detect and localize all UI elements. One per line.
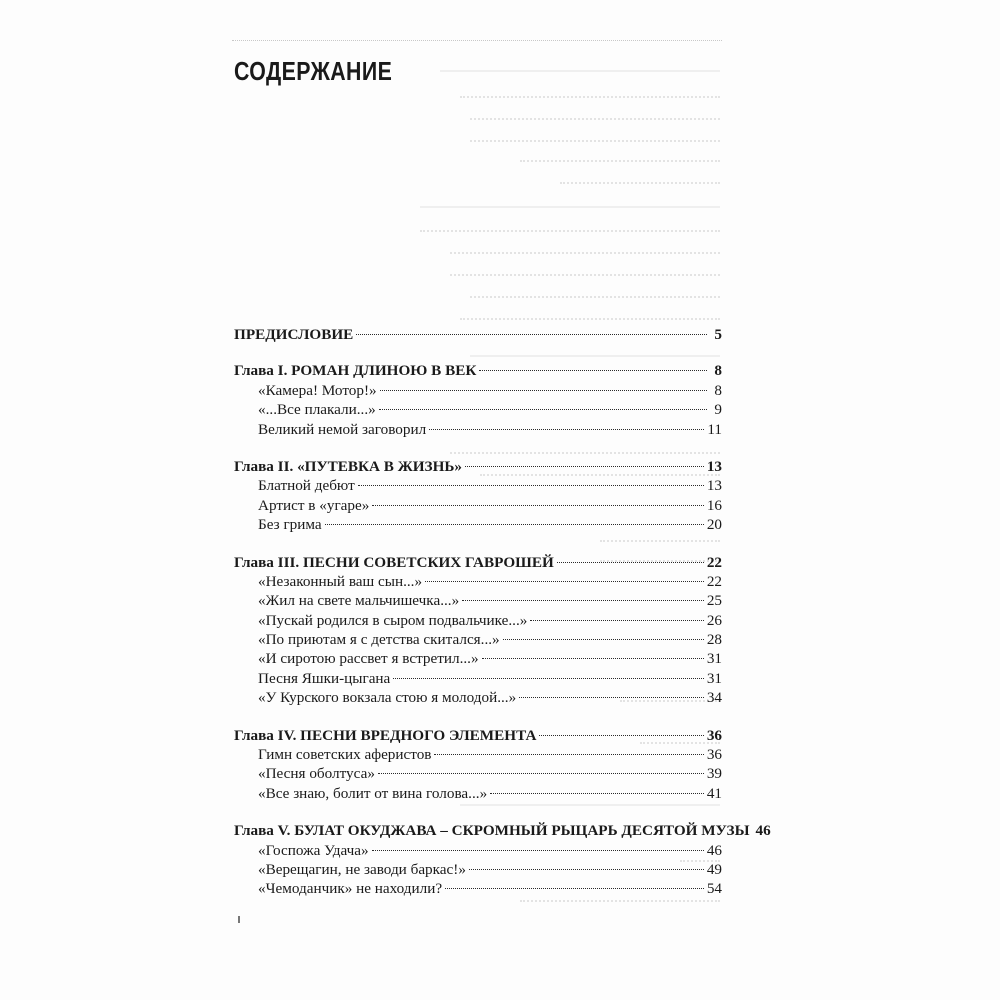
toc-entry-label: «Все знаю, болит от вина голова...» <box>258 784 488 802</box>
toc-chapter[interactable] <box>234 553 722 572</box>
dot-leader <box>378 773 704 774</box>
dot-leader <box>482 658 704 659</box>
toc-page-number: 46 <box>706 841 722 859</box>
toc-subentry[interactable] <box>234 784 722 803</box>
toc-subentry[interactable] <box>234 879 722 898</box>
dot-leader <box>479 370 707 371</box>
toc-subentry[interactable] <box>234 496 722 515</box>
toc-chapter[interactable] <box>234 457 722 476</box>
toc-subentry[interactable] <box>234 476 722 495</box>
toc-entry-label: «Камера! Мотор!» <box>258 381 377 399</box>
toc-page-number: 22 <box>706 553 722 571</box>
toc-entry-label: Глава II. «ПУТЕВКА В ЖИЗНЬ» <box>234 457 463 475</box>
page-title: СОДЕРЖАНИЕ <box>234 56 393 86</box>
toc-page-number: 46 <box>755 822 771 840</box>
toc-page-number: 36 <box>706 726 722 744</box>
dot-leader <box>325 524 704 525</box>
toc-page-number: 25 <box>706 592 722 610</box>
dot-leader <box>380 390 707 391</box>
toc-entry-label: «...Все плакали...» <box>258 401 376 419</box>
toc-subentry[interactable] <box>234 745 722 764</box>
toc-preface[interactable] <box>234 325 722 344</box>
toc-entry-label: «По приютам я с детства скитался...» <box>258 631 500 649</box>
section-spacer <box>234 535 722 553</box>
toc-chapter[interactable] <box>234 821 771 840</box>
toc-subentry[interactable] <box>234 381 722 400</box>
toc-entry-label: «И сиротою рассвет я встретил...» <box>258 650 479 668</box>
toc-subentry[interactable] <box>234 611 722 630</box>
toc-entry-label: Глава III. ПЕСНИ СОВЕТСКИХ ГАВРОШЕЙ <box>234 553 554 571</box>
toc-entry-label: Песня Яшки-цыгана <box>258 669 391 687</box>
dot-leader <box>519 697 704 698</box>
toc-subentry[interactable] <box>234 515 722 534</box>
page-mark <box>238 916 240 923</box>
dot-leader <box>503 639 704 640</box>
toc-entry-label: «Песня оболтуса» <box>258 765 375 783</box>
toc-entry-label: «У Курского вокзала стою я молодой...» <box>258 689 517 707</box>
dot-leader <box>445 888 704 889</box>
toc-page-number: 20 <box>706 516 722 534</box>
dot-leader <box>530 620 703 621</box>
toc-page-number: 5 <box>714 326 722 343</box>
toc-subentry[interactable] <box>234 400 722 419</box>
toc-entry-label: «Чемоданчик» не находили? <box>258 880 443 898</box>
toc-page-number: 8 <box>714 362 722 380</box>
toc-entry-label: Глава V. БУЛАТ ОКУДЖАВА – СКРОМНЫЙ РЫЦАРЬ ДЕСЯТОЙ МУЗЫ <box>234 822 750 840</box>
dot-leader <box>434 754 703 755</box>
dot-leader <box>557 562 704 563</box>
toc-entry-label: Гимн советских аферистов <box>258 746 432 764</box>
toc-page-number: 36 <box>706 746 722 764</box>
table-of-contents <box>234 325 771 899</box>
toc-entry-label: Блатной дебют <box>258 477 355 495</box>
toc-entry-label: «Госпожа Удача» <box>258 841 369 859</box>
toc-page-number: 49 <box>706 860 722 878</box>
toc-page-number: 9 <box>714 401 722 419</box>
toc-entry-label: Великий немой заговорил <box>258 420 427 438</box>
dot-leader <box>393 678 704 679</box>
dot-leader <box>490 793 704 794</box>
toc-page-number: 22 <box>706 572 722 590</box>
toc-page-number: 39 <box>706 765 722 783</box>
toc-entry-label: ПРЕДИСЛОВИЕ <box>234 326 354 343</box>
toc-entry-label: «Пускай родился в сыром подвальчике...» <box>258 611 528 629</box>
dot-leader <box>429 429 704 430</box>
toc-page-number: 31 <box>706 650 722 668</box>
toc-page-number: 26 <box>706 611 722 629</box>
toc-entry-label: Глава I. РОМАН ДЛИНОЮ В ВЕК <box>234 362 477 380</box>
dot-leader <box>425 581 704 582</box>
toc-page-number: 28 <box>706 631 722 649</box>
running-header-rule <box>232 40 722 42</box>
dot-leader <box>356 334 707 335</box>
toc-subentry[interactable] <box>234 841 722 860</box>
toc-entry-label: Глава IV. ПЕСНИ ВРЕДНОГО ЭЛЕМЕНТА <box>234 726 537 744</box>
toc-entry-label: Артист в «угаре» <box>258 496 370 514</box>
dot-leader <box>358 485 704 486</box>
toc-page-number: 16 <box>706 496 722 514</box>
toc-page-number: 54 <box>706 880 722 898</box>
toc-subentry[interactable] <box>234 649 722 668</box>
toc-entry-label: «Незаконный ваш сын...» <box>258 572 423 590</box>
toc-page-number: 13 <box>706 477 722 495</box>
toc-subentry[interactable] <box>234 669 722 688</box>
dot-leader <box>372 850 704 851</box>
toc-page-number: 11 <box>707 420 722 438</box>
toc-subentry[interactable] <box>234 764 722 783</box>
toc-page-number: 13 <box>706 457 722 475</box>
section-spacer <box>234 344 722 361</box>
toc-subentry[interactable] <box>234 591 722 610</box>
toc-entry-label: «Верещагин, не заводи баркас!» <box>258 860 466 878</box>
section-spacer <box>234 803 722 821</box>
toc-chapter[interactable] <box>234 361 722 380</box>
section-spacer <box>234 439 722 457</box>
dot-leader <box>379 409 707 410</box>
toc-chapter[interactable] <box>234 726 722 745</box>
dot-leader <box>469 869 704 870</box>
toc-subentry[interactable] <box>234 688 722 707</box>
dot-leader <box>462 600 704 601</box>
toc-page-number: 31 <box>706 669 722 687</box>
toc-page-number: 41 <box>706 784 722 802</box>
toc-page-number: 34 <box>706 689 722 707</box>
section-spacer <box>234 708 722 726</box>
toc-subentry[interactable] <box>234 630 722 649</box>
toc-page-number: 8 <box>714 381 722 399</box>
toc-entry-label: «Жил на свете мальчишечка...» <box>258 592 460 610</box>
toc-entry-label: Без грима <box>258 516 322 534</box>
dot-leader <box>465 466 704 467</box>
dot-leader <box>372 505 703 506</box>
dot-leader <box>539 735 703 736</box>
toc-subentry[interactable] <box>234 420 722 439</box>
toc-subentry[interactable] <box>234 860 722 879</box>
toc-subentry[interactable] <box>234 572 722 591</box>
